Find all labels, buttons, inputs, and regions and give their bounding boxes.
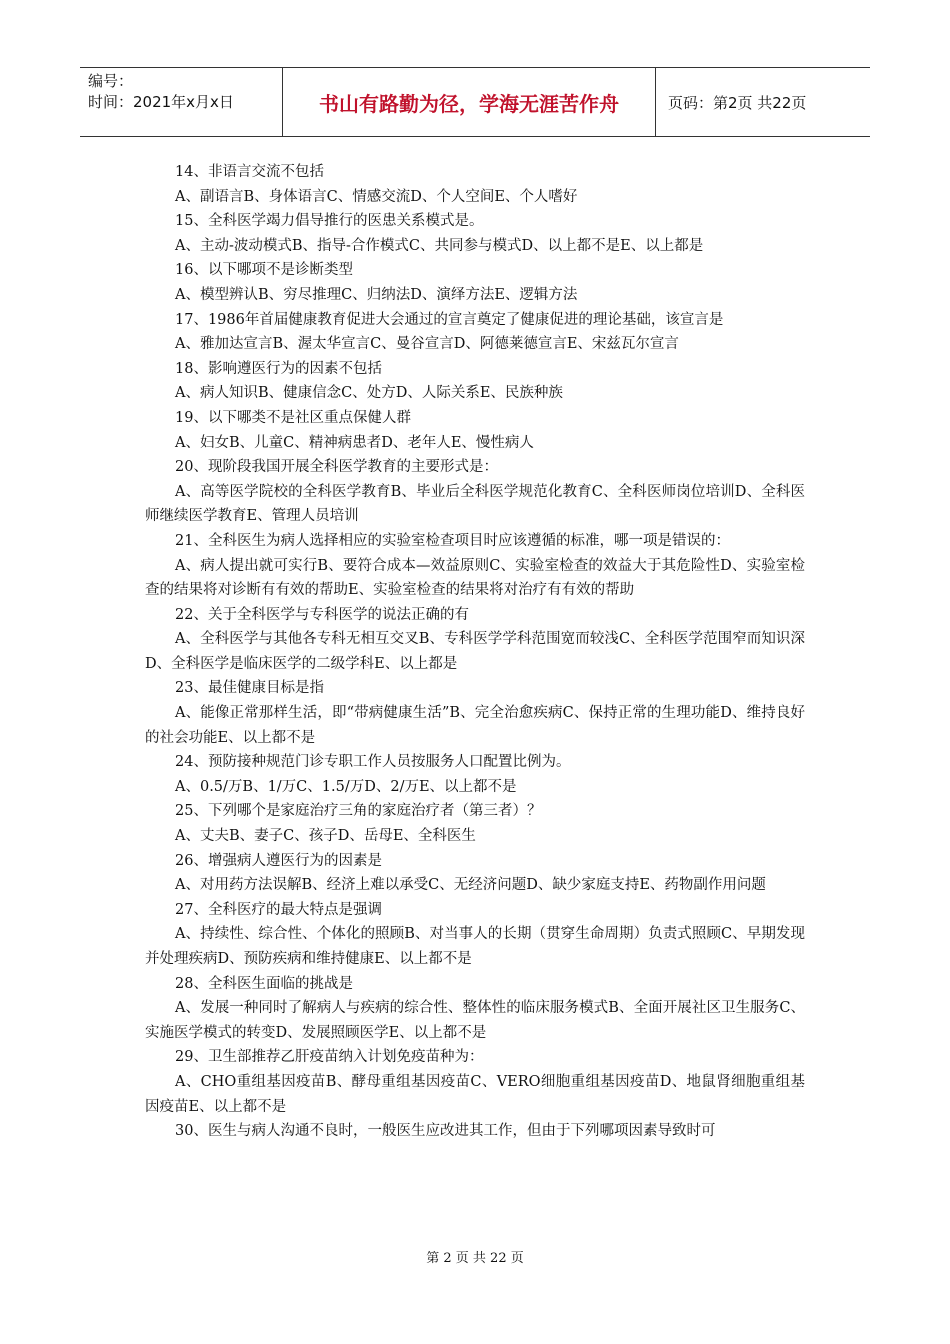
header-motto: 书山有路勤为径，学海无涯苦作舟 (282, 68, 656, 136)
paragraph: A、高等医学院校的全科医学教育B、毕业后全科医学规范化教育C、全科医师岗位培训D、全科医师继续医学教育E、管理人员培训 (145, 483, 805, 525)
paragraph: A、副语言B、身体语言C、情感交流D、个人空间E、个人嗜好 (175, 188, 578, 205)
paragraph: A、持续性、综合性、个体化的照顾B、对当事人的长期（贯穿生命周期）负责式照顾C、早期发现并处理疾病D、预防疾病和维持健康E、以上都不是 (145, 926, 805, 967)
paragraph: 16、以下哪项不是诊断类型 (175, 262, 353, 279)
paragraph: 29、卫生部推荐乙肝疫苗纳入计划免疫苗种为： (175, 1049, 484, 1066)
paragraph: A、全科医学与其他各专科无相互交叉B、专科医学学科范围宽而较浅C、全科医学范围窄而知识深D、全科医学是临床医学的二级学科E、以上都是 (145, 631, 805, 672)
paragraph: 20、现阶段我国开展全科医学教育的主要形式是： (175, 459, 498, 476)
paragraph: 22、关于全科医学与专科医学的说法正确的有 (175, 606, 469, 623)
paragraph: 15、全科医学竭力倡导推行的医患关系模式是。 (175, 213, 484, 230)
document-number-label: 编号： (88, 72, 134, 90)
paragraph: 14、非语言交流不包括 (175, 164, 324, 180)
paragraph: A、病人提出就可实行B、要符合成本—效益原则C、实验室检查的效益大于其危险性D、实验室检查的结果将对诊断有有效的帮助E、实验室检查的结果将对治疗有有效的帮助 (145, 557, 805, 599)
page-header (80, 67, 870, 137)
header-meta (80, 68, 282, 136)
header-page-label: 页码：第2页 共22页 (668, 93, 807, 112)
paragraph: 28、全科医生面临的挑战是 (175, 975, 353, 992)
paragraph: A、对用药方法误解B、经济上难以承受C、无经济问题D、缺少家庭支持E、药物副作用问题 (175, 877, 766, 894)
paragraph: A、能像正常那样生活，即“带病健康生活”B、完全治愈疾病C、保持正常的生理功能D、维持良好的社会功能E、以上都不是 (145, 705, 805, 746)
paragraph: A、发展一种同时了解病人与疾病的综合性、整体性的临床服务模式B、全面开展社区卫生服务C、实施医学模式的转变D、发展照顾医学E、以上都不是 (145, 1000, 805, 1041)
document-time-label: 时间：2021年x月x日 (88, 93, 234, 111)
paragraph: A、主动-波动模式B、指导-合作模式C、共同参与模式D、以上都不是E、以上都是 (175, 237, 704, 254)
document-body (145, 160, 805, 1144)
paragraph: 27、全科医疗的最大特点是强调 (175, 901, 382, 918)
paragraph: 21、全科医生为病人选择相应的实验室检查项目时应该遵循的标准，哪一项是错误的： (175, 532, 730, 549)
paragraph: 24、预防接种规范门诊专职工作人员按服务人口配置比例为。 (175, 754, 571, 771)
paragraph: 25、下列哪个是家庭治疗三角的家庭治疗者（第三者）？ (175, 803, 542, 820)
paragraph: 19、以下哪类不是社区重点保健人群 (175, 409, 411, 426)
paragraph: A、妇女B、儿童C、精神病患者D、老年人E、慢性病人 (175, 434, 534, 451)
paragraph: A、雅加达宣言B、渥太华宣言C、曼谷宣言D、阿德莱德宣言E、宋兹瓦尔宣言 (175, 336, 679, 353)
paragraph: 30、医生与病人沟通不良时，一般医生应改进其工作，但由于下列哪项因素导致时可 (175, 1123, 716, 1140)
page-footer: 第 2 页 共 22 页 (426, 1251, 524, 1266)
paragraph: 18、影响遵医行为的因素不包括 (175, 360, 382, 377)
paragraph: A、CHO重组基因疫苗B、酵母重组基因疫苗C、VERO细胞重组基因疫苗D、地鼠肾细胞重组基因疫苗E、以上都不是 (145, 1073, 805, 1115)
paragraph: A、病人知识B、健康信念C、处方D、人际关系E、民族种族 (175, 385, 563, 402)
paragraph: 17、1986年首届健康教育促进大会通过的宣言奠定了健康促进的理论基础，该宣言是 (175, 311, 724, 328)
paragraph: 26、增强病人遵医行为的因素是 (175, 852, 382, 869)
paragraph: A、0.5/万B、1/万C、1.5/万D、2/万E、以上都不是 (175, 778, 517, 795)
paragraph: A、模型辨认B、穷尽推理C、归纳法D、演绎方法E、逻辑方法 (175, 286, 578, 303)
paragraph: A、丈夫B、妻子C、孩子D、岳母E、全科医生 (175, 828, 476, 845)
paragraph: 23、最佳健康目标是指 (175, 680, 324, 697)
